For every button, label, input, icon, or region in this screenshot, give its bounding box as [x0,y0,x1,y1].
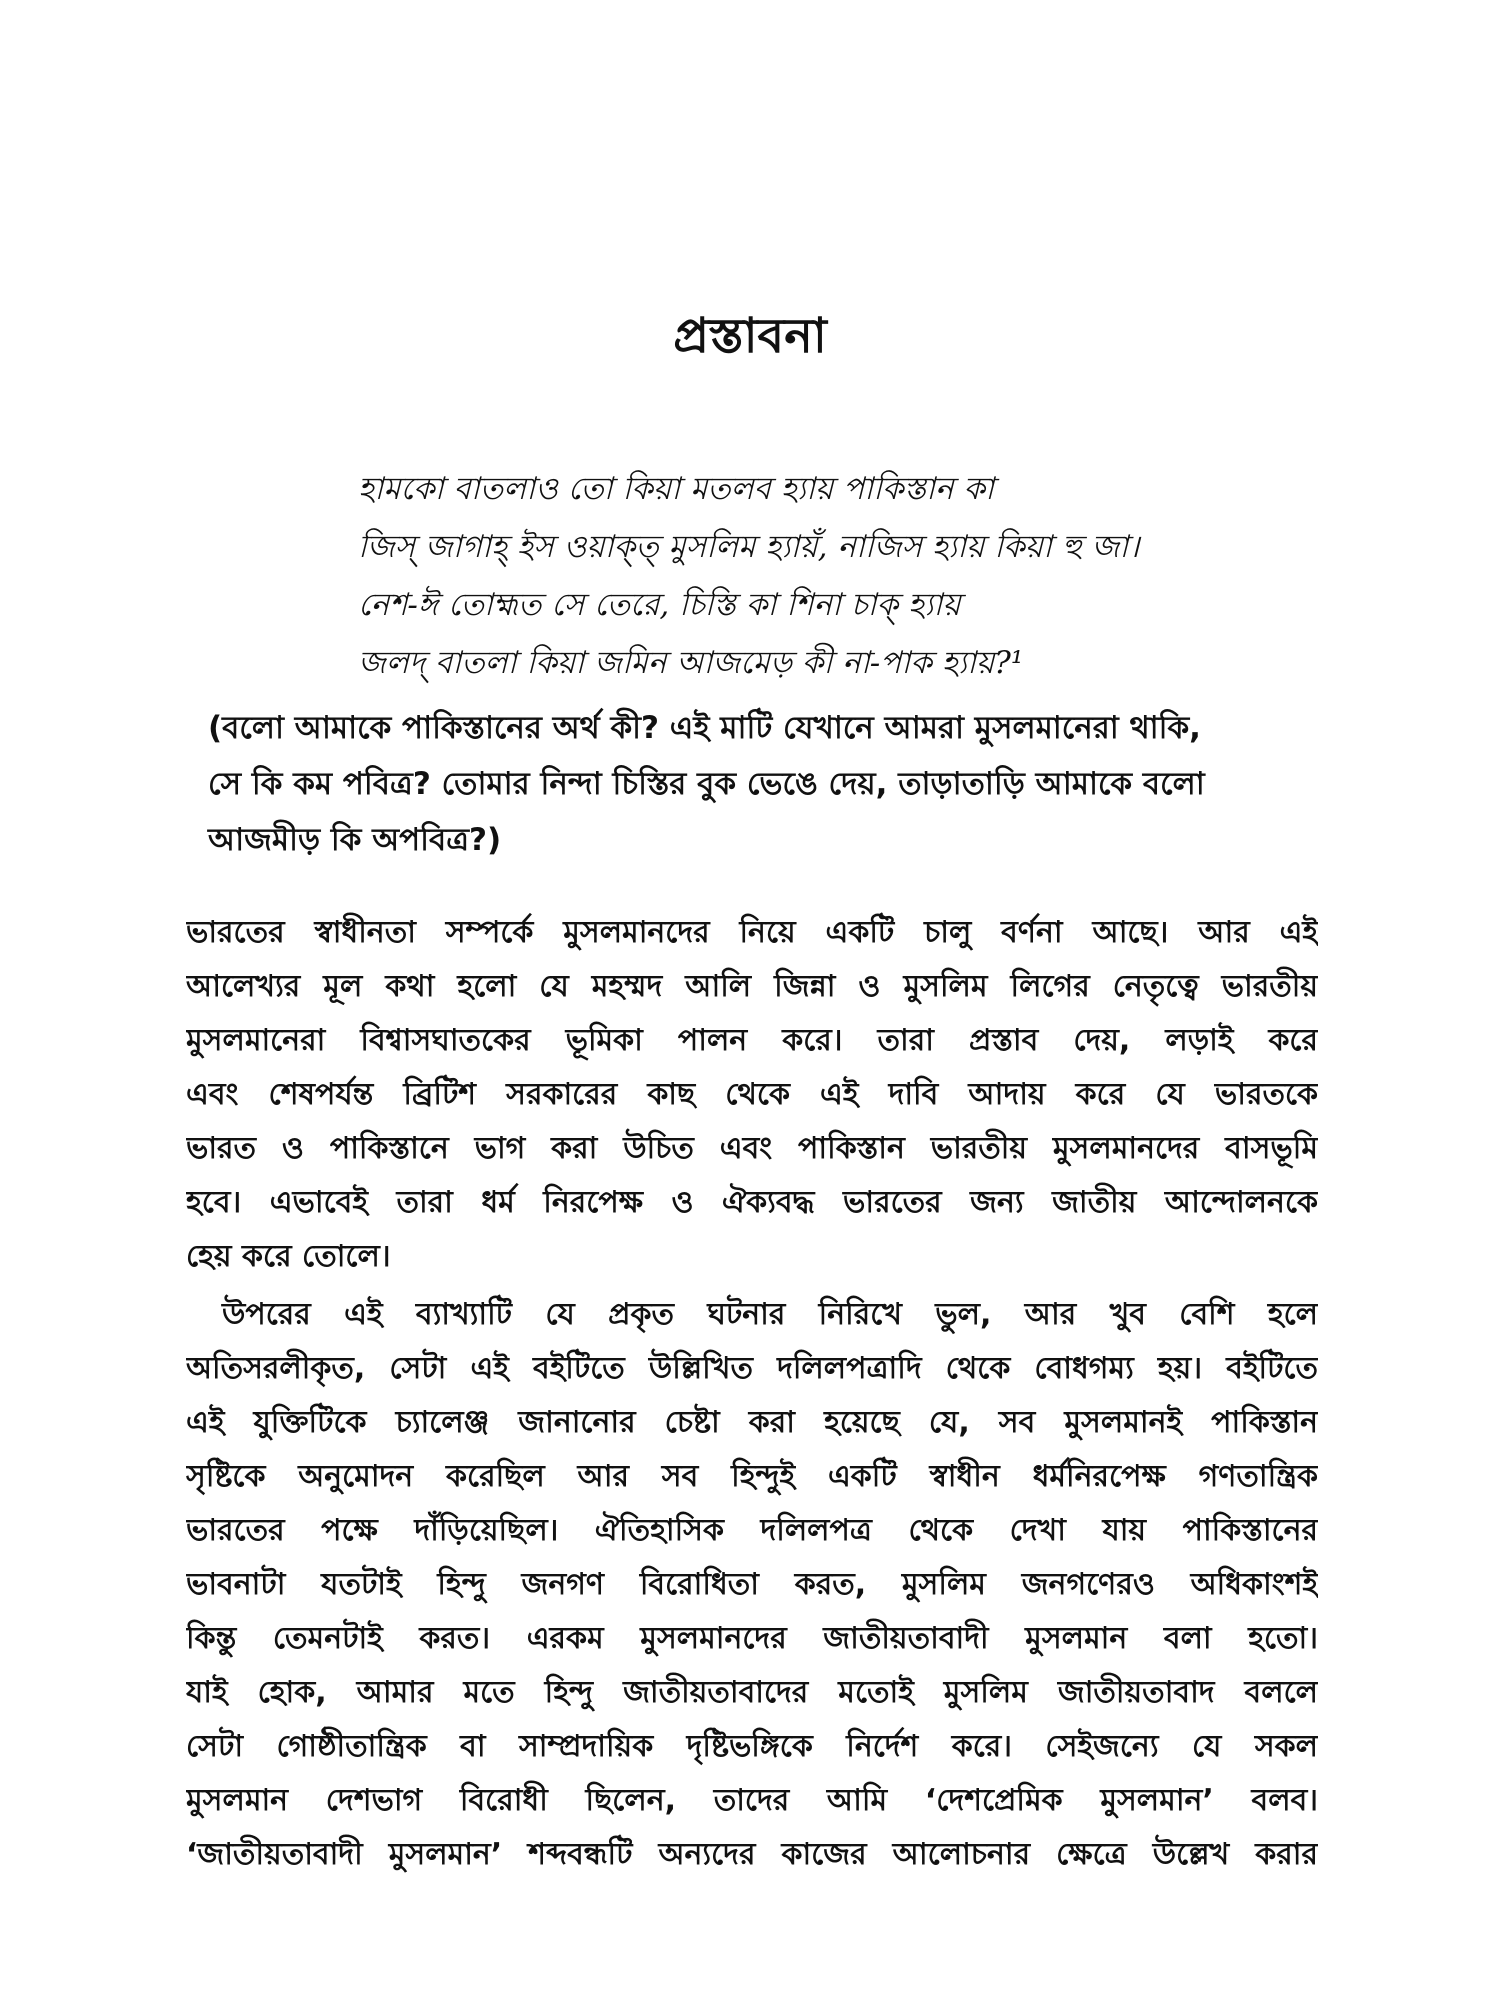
verse-line: জলদ্ বাতলা কিয়া জমিন আজমেড় কী না-পাক হ্যায়?¹ [358,645,1024,681]
paragraph-line: সেটা গোষ্ঠীতান্ত্রিক বা সাম্প্রদায়িক দৃষ্টিভঙ্গিকে নির্দেশ করে। সেইজন্যে যে সকল [186,1729,1318,1764]
paragraph-line: যাই হোক, আমার মতে হিন্দু জাতীয়তাবাদের মতোই মুসলিম জাতীয়তাবাদ বললে [186,1675,1318,1710]
verse-line: নেশ-ঈ তোহ্মত সে তেরে, চিস্তি কা শিনা চাক্ হ্যায় [358,587,961,623]
paragraph-line: ভারতের স্বাধীনতা সম্পর্কে মুসলমানদের নিয়ে একটি চালু বর্ণনা আছে। আর এই [186,915,1318,950]
paragraph-line: সৃষ্টিকে অনুমোদন করেছিল আর সব হিন্দুই একটি স্বাধীন ধর্মনিরপেক্ষ গণতান্ত্রিক [186,1459,1318,1494]
paragraph-line: ভারত ও পাকিস্তানে ভাগ করা উচিত এবং পাকিস্তান ভারতীয় মুসলমানদের বাসভূমি [186,1131,1318,1166]
paragraph-line: ‘জাতীয়তাবাদী মুসলমান’ শব্দবন্ধটি অন্যদের কাজের আলোচনার ক্ষেত্রে উল্লেখ করার [186,1837,1318,1872]
paragraph-line: আলেখ্যর মূল কথা হলো যে মহম্মদ আলি জিন্না ও মুসলিম লিগের নেতৃত্বে ভারতীয় [186,969,1318,1004]
translation-line: সে কি কম পবিত্র? তোমার নিন্দা চিস্তির বুক ভেঙে দেয়, তাড়াতাড়ি আমাকে বলো [208,766,1205,802]
verse-line: জিস্ জাগাহ্ ইস ওয়াক্ত্ মুসলিম হ্যায়ঁ, নাজিস হ্যায় কিয়া হু জা। [358,529,1140,565]
verse-translation [208,700,1318,868]
paragraph-line: অতিসরলীকৃত, সেটা এই বইটিতে উল্লিখিত দলিলপত্রাদি থেকে বোধগম্য হয়। বইটিতে [186,1351,1318,1386]
paragraph-line: কিন্তু তেমনটাই করত। এরকম মুসলমানদের জাতীয়তাবাদী মুসলমান বলা হতো। [186,1621,1318,1656]
paragraph-line: ভারতের পক্ষে দাঁড়িয়েছিল। ঐতিহাসিক দলিলপত্র থেকে দেখা যায় পাকিস্তানের [186,1513,1318,1548]
paragraph-line: মুসলমানেরা বিশ্বাসঘাতকের ভূমিকা পালন করে। তারা প্রস্তাব দেয়, লড়াই করে [186,1023,1318,1058]
verse-line: হামকো বাতলাও তো কিয়া মতলব হ্যায় পাকিস্তান কা [358,471,995,507]
verse-block [358,460,1258,692]
body-text [186,906,1318,1882]
translation-line: (বলো আমাকে পাকিস্তানের অর্থ কী? এই মাটি যেখানে আমরা মুসলমানেরা থাকি, [208,710,1201,746]
paragraph-2 [186,1288,1318,1882]
paragraph-line: ভাবনাটা যতটাই হিন্দু জনগণ বিরোধিতা করত, মুসলিম জনগণেরও অধিকাংশই [186,1567,1318,1602]
paragraph-line: হেয় করে তোলে। [186,1239,391,1274]
translation-line: আজমীড় কি অপবিত্র?) [208,822,502,858]
paragraph-line: মুসলমান দেশভাগ বিরোধী ছিলেন, তাদের আমি ‘দেশপ্রেমিক মুসলমান’ বলব। [186,1783,1318,1818]
page-title: প্রস্তাবনা [673,308,827,364]
paragraph-line: হবে। এভাবেই তারা ধর্ম নিরপেক্ষ ও ঐক্যবদ্ধ ভারতের জন্য জাতীয় আন্দোলনকে [186,1185,1318,1220]
paragraph-1 [186,906,1318,1284]
paragraph-line: উপরের এই ব্যাখ্যাটি যে প্রকৃত ঘটনার নিরিখে ভুল, আর খুব বেশি হলে [222,1297,1318,1332]
paragraph-line: এবং শেষপর্যন্ত ব্রিটিশ সরকারের কাছ থেকে এই দাবি আদায় করে যে ভারতকে [186,1077,1318,1112]
paragraph-line: এই যুক্তিটিকে চ্যালেঞ্জ জানানোর চেষ্টা করা হয়েছে যে, সব মুসলমানই পাকিস্তান [186,1405,1318,1440]
